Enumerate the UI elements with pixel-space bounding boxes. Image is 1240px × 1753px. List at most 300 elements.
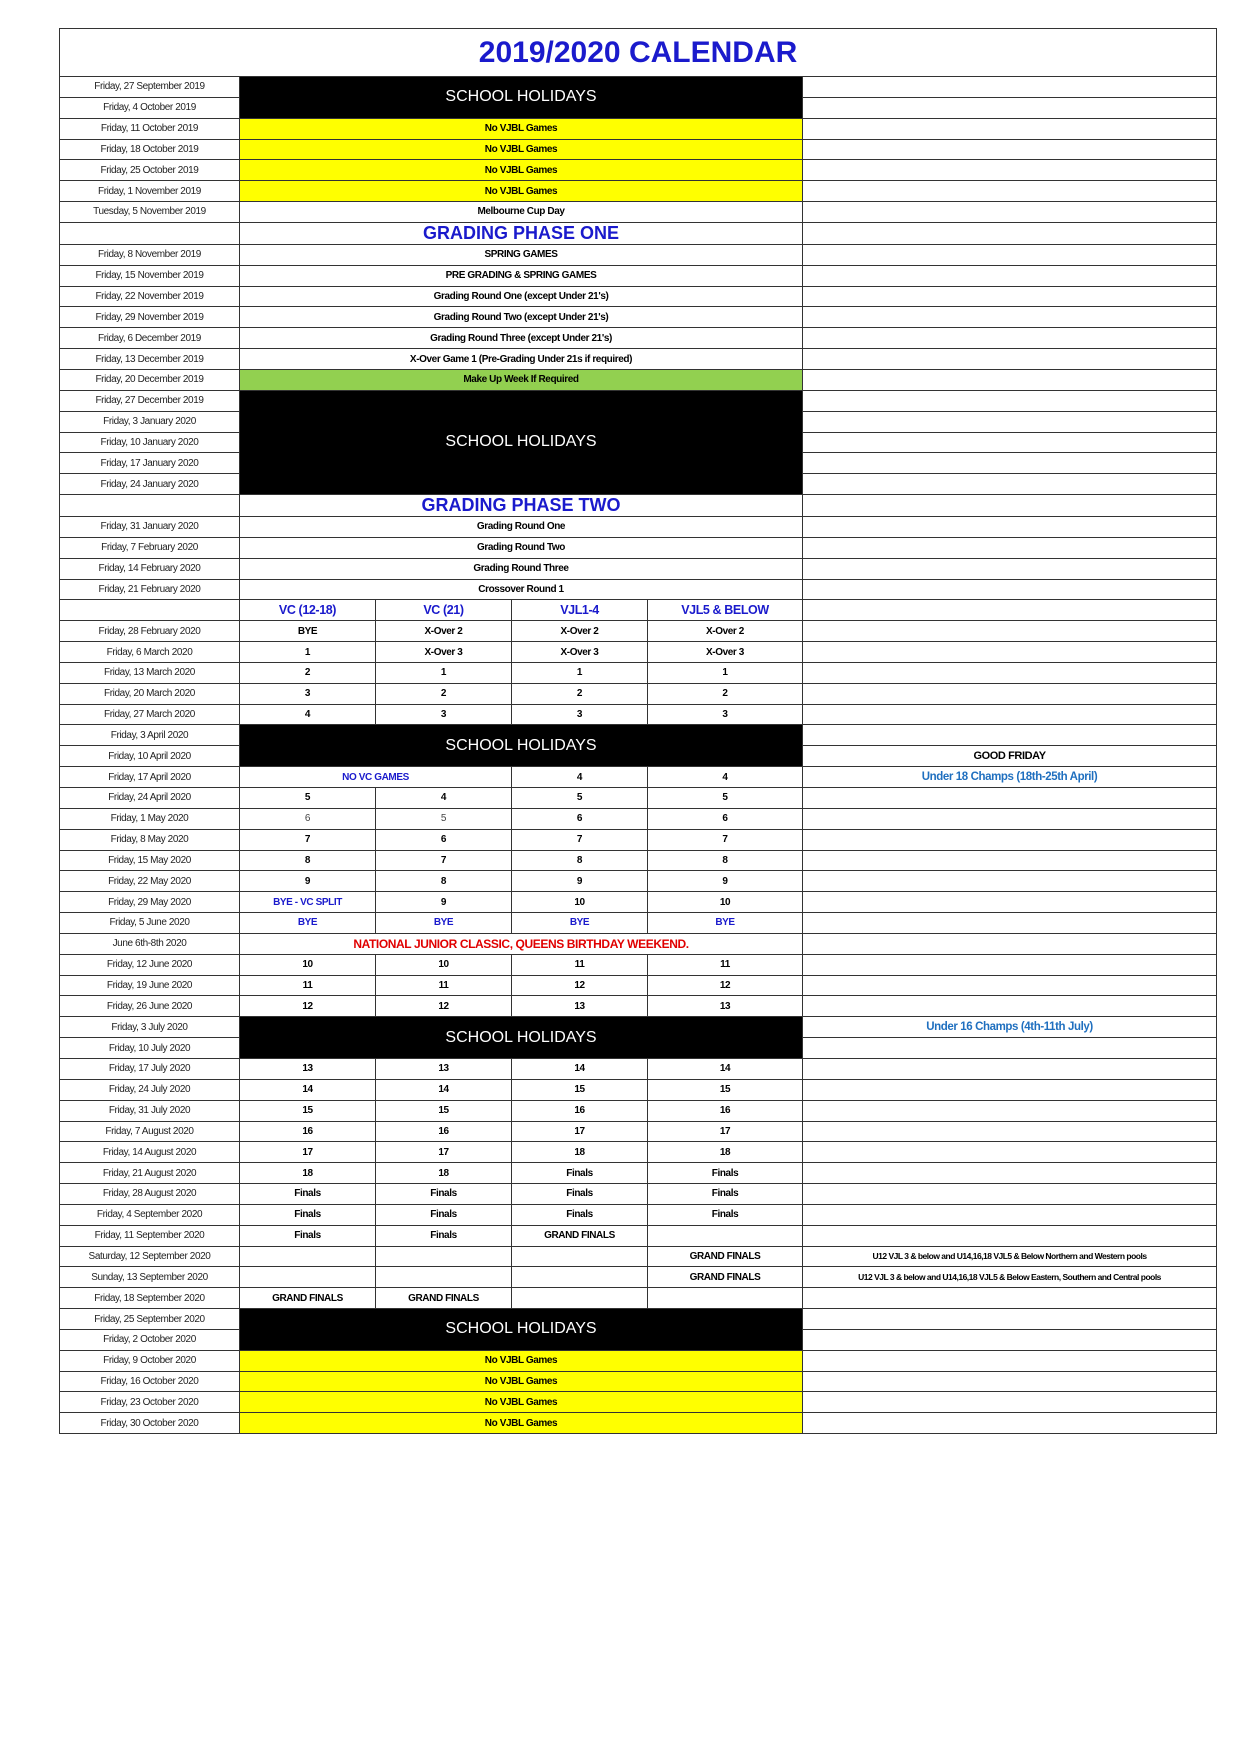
round-cell: GRAND FINALS: [512, 1225, 648, 1246]
event-cell: Make Up Week If Required: [240, 369, 803, 390]
round-cell: 18: [512, 1142, 648, 1163]
date-cell: Friday, 6 December 2019: [60, 328, 240, 349]
note-cell: [803, 975, 1217, 996]
round-cell: 1: [376, 662, 512, 683]
date-cell: Friday, 6 March 2020: [60, 642, 240, 663]
note-cell: [803, 892, 1217, 913]
table-row: [60, 307, 1217, 328]
round-cell: 14: [376, 1079, 512, 1100]
date-cell: Friday, 3 July 2020: [60, 1017, 240, 1038]
event-cell: No VJBL Games: [240, 181, 803, 202]
round-cell: [240, 1246, 376, 1267]
note-cell: [803, 411, 1217, 432]
round-cell: X-Over 2: [512, 621, 648, 642]
date-cell: Friday, 3 January 2020: [60, 411, 240, 432]
table-row: [60, 349, 1217, 370]
date-cell: Friday, 31 July 2020: [60, 1100, 240, 1121]
date-cell: Friday, 25 September 2020: [60, 1309, 240, 1330]
table-row: [60, 1267, 1217, 1288]
event-cell: Grading Round Three (except Under 21's): [240, 328, 803, 349]
table-row: [60, 558, 1217, 579]
round-cell: 5: [376, 808, 512, 829]
table-row: [60, 1184, 1217, 1205]
date-cell: Friday, 1 November 2019: [60, 181, 240, 202]
event-cell: Grading Round One: [240, 517, 803, 538]
note-cell: U12 VJL 3 & below and U14,16,18 VJL5 & Below Eastern, Southern and Central pools: [803, 1267, 1217, 1288]
table-row: [60, 1204, 1217, 1225]
event-cell: NATIONAL JUNIOR CLASSIC, QUEENS BIRTHDAY WEEKEND.: [240, 933, 803, 954]
round-cell: 8: [240, 850, 376, 871]
round-cell: [376, 1246, 512, 1267]
date-cell: Friday, 7 February 2020: [60, 537, 240, 558]
note-cell: [803, 1413, 1217, 1434]
note-cell: [803, 558, 1217, 579]
table-row: [60, 892, 1217, 913]
note-cell: [803, 160, 1217, 181]
title-row: [60, 29, 1217, 77]
note-cell: [803, 913, 1217, 934]
round-cell: BYE: [240, 913, 376, 934]
note-cell: [803, 871, 1217, 892]
date-cell: Friday, 27 December 2019: [60, 390, 240, 411]
event-cell: No VJBL Games: [240, 1413, 803, 1434]
note-cell: [803, 77, 1217, 98]
round-cell: 18: [648, 1142, 803, 1163]
note-cell: [803, 725, 1217, 746]
round-cell: 4: [376, 788, 512, 809]
table-row: [60, 871, 1217, 892]
round-cell: X-Over 2: [648, 621, 803, 642]
date-cell: Friday, 8 May 2020: [60, 829, 240, 850]
note-cell: [803, 453, 1217, 474]
calendar-table: [59, 28, 1217, 1434]
date-cell: Friday, 21 August 2020: [60, 1163, 240, 1184]
date-cell: Friday, 3 April 2020: [60, 725, 240, 746]
date-cell: Friday, 22 May 2020: [60, 871, 240, 892]
round-cell: BYE: [512, 913, 648, 934]
table-row: [60, 725, 1217, 746]
round-cell: [512, 1288, 648, 1309]
table-row: [60, 1079, 1217, 1100]
note-cell: [803, 662, 1217, 683]
date-cell: Friday, 22 November 2019: [60, 286, 240, 307]
round-cell: 16: [512, 1100, 648, 1121]
note-cell: [803, 432, 1217, 453]
round-cell: [648, 1288, 803, 1309]
round-cell: 16: [376, 1121, 512, 1142]
note-cell: [803, 850, 1217, 871]
event-cell: No VJBL Games: [240, 1350, 803, 1371]
note-cell: [803, 1184, 1217, 1205]
date-cell: Friday, 17 July 2020: [60, 1058, 240, 1079]
table-row: [60, 704, 1217, 725]
note-cell: [803, 1309, 1217, 1330]
date-cell: Tuesday, 5 November 2019: [60, 202, 240, 223]
round-cell: 17: [240, 1142, 376, 1163]
note-cell: [803, 1058, 1217, 1079]
round-cell: 7: [240, 829, 376, 850]
round-cell: 13: [512, 996, 648, 1017]
column-header: VC (21): [376, 600, 512, 621]
table-row: [60, 975, 1217, 996]
note-cell: [803, 642, 1217, 663]
table-row: [60, 369, 1217, 390]
note-cell: [803, 1079, 1217, 1100]
round-cell: Finals: [240, 1184, 376, 1205]
table-row: [60, 788, 1217, 809]
date-cell: Friday, 21 February 2020: [60, 579, 240, 600]
date-cell: Friday, 10 July 2020: [60, 1038, 240, 1059]
event-cell: SCHOOL HOLIDAYS: [240, 1017, 803, 1059]
round-cell: BYE - VC SPLIT: [240, 892, 376, 913]
round-cell: 4: [648, 767, 803, 788]
round-cell: 13: [648, 996, 803, 1017]
round-cell: Finals: [512, 1204, 648, 1225]
round-cell: 8: [648, 850, 803, 871]
note-cell: Under 18 Champs (18th-25th April): [803, 767, 1217, 788]
round-cell: 8: [376, 871, 512, 892]
round-cell: 9: [648, 871, 803, 892]
note-cell: [803, 579, 1217, 600]
date-cell: Friday, 16 October 2020: [60, 1371, 240, 1392]
table-row: [60, 913, 1217, 934]
table-row: [60, 139, 1217, 160]
event-cell: SCHOOL HOLIDAYS: [240, 725, 803, 767]
round-cell: 12: [648, 975, 803, 996]
round-cell: 4: [512, 767, 648, 788]
date-cell: Friday, 19 June 2020: [60, 975, 240, 996]
note-cell: [803, 600, 1217, 621]
date-cell: [60, 222, 240, 244]
table-row: [60, 77, 1217, 98]
date-cell: Friday, 4 October 2019: [60, 97, 240, 118]
note-cell: [803, 1142, 1217, 1163]
round-cell: 9: [512, 871, 648, 892]
round-cell: 7: [512, 829, 648, 850]
date-cell: Friday, 1 May 2020: [60, 808, 240, 829]
note-cell: [803, 307, 1217, 328]
date-cell: Friday, 25 October 2019: [60, 160, 240, 181]
table-row: [60, 1246, 1217, 1267]
round-cell: 13: [376, 1058, 512, 1079]
date-cell: Friday, 24 July 2020: [60, 1079, 240, 1100]
round-cell: 4: [240, 704, 376, 725]
note-cell: [803, 1392, 1217, 1413]
table-row: [60, 1058, 1217, 1079]
date-cell: Friday, 15 November 2019: [60, 265, 240, 286]
round-cell: 1: [648, 662, 803, 683]
date-cell: Friday, 8 November 2019: [60, 244, 240, 265]
table-row: [60, 1350, 1217, 1371]
round-cell: Finals: [648, 1163, 803, 1184]
event-cell: SPRING GAMES: [240, 244, 803, 265]
round-cell: 7: [648, 829, 803, 850]
date-cell: Friday, 9 October 2020: [60, 1350, 240, 1371]
date-cell: Friday, 27 September 2019: [60, 77, 240, 98]
round-cell: 6: [648, 808, 803, 829]
round-cell: Finals: [512, 1184, 648, 1205]
table-row: [60, 222, 1217, 244]
date-cell: Friday, 12 June 2020: [60, 954, 240, 975]
round-cell: 11: [240, 975, 376, 996]
date-cell: Friday, 28 August 2020: [60, 1184, 240, 1205]
date-cell: Friday, 11 September 2020: [60, 1225, 240, 1246]
event-cell: Grading Round Two: [240, 537, 803, 558]
table-row: [60, 767, 1217, 788]
note-cell: [803, 537, 1217, 558]
date-cell: Friday, 13 March 2020: [60, 662, 240, 683]
note-cell: [803, 704, 1217, 725]
round-cell: Finals: [648, 1184, 803, 1205]
round-cell: 9: [240, 871, 376, 892]
table-row: [60, 996, 1217, 1017]
round-cell: 10: [240, 954, 376, 975]
round-cell: Finals: [376, 1204, 512, 1225]
table-row: [60, 1413, 1217, 1434]
table-row: [60, 1309, 1217, 1330]
table-row: [60, 1371, 1217, 1392]
date-cell: Friday, 10 January 2020: [60, 432, 240, 453]
note-cell: [803, 222, 1217, 244]
table-row: [60, 829, 1217, 850]
round-cell: 12: [512, 975, 648, 996]
table-row: [60, 621, 1217, 642]
round-cell: 17: [648, 1121, 803, 1142]
note-cell: [803, 1100, 1217, 1121]
round-cell: 15: [512, 1079, 648, 1100]
event-cell: No VJBL Games: [240, 139, 803, 160]
note-cell: [803, 349, 1217, 370]
note-cell: [803, 390, 1217, 411]
round-cell: 15: [240, 1100, 376, 1121]
round-cell: 17: [376, 1142, 512, 1163]
event-cell: SCHOOL HOLIDAYS: [240, 1309, 803, 1351]
round-cell: 11: [648, 954, 803, 975]
date-cell: Friday, 5 June 2020: [60, 913, 240, 934]
table-row: [60, 390, 1217, 411]
note-cell: [803, 97, 1217, 118]
round-cell: Finals: [648, 1204, 803, 1225]
round-cell: 11: [512, 954, 648, 975]
round-cell: 3: [240, 683, 376, 704]
event-cell: No VJBL Games: [240, 160, 803, 181]
note-cell: [803, 1288, 1217, 1309]
date-cell: Sunday, 13 September 2020: [60, 1267, 240, 1288]
table-row: [60, 642, 1217, 663]
note-cell: [803, 1350, 1217, 1371]
round-cell: 5: [512, 788, 648, 809]
round-cell: GRAND FINALS: [648, 1246, 803, 1267]
table-row: [60, 1017, 1217, 1038]
event-cell: Grading Round Two (except Under 21's): [240, 307, 803, 328]
table-row: [60, 600, 1217, 621]
note-cell: [803, 788, 1217, 809]
date-cell: Friday, 4 September 2020: [60, 1204, 240, 1225]
note-cell: [803, 996, 1217, 1017]
event-cell: No VJBL Games: [240, 1371, 803, 1392]
round-cell: GRAND FINALS: [376, 1288, 512, 1309]
note-cell: [803, 181, 1217, 202]
date-cell: Friday, 27 March 2020: [60, 704, 240, 725]
date-cell: Friday, 15 May 2020: [60, 850, 240, 871]
round-cell: 10: [648, 892, 803, 913]
table-row: [60, 808, 1217, 829]
round-cell: 10: [376, 954, 512, 975]
table-row: [60, 850, 1217, 871]
table-row: [60, 495, 1217, 517]
note-cell: [803, 1163, 1217, 1184]
column-header: VC (12-18): [240, 600, 376, 621]
date-cell: June 6th-8th 2020: [60, 933, 240, 954]
note-cell: [803, 286, 1217, 307]
date-cell: Friday, 24 April 2020: [60, 788, 240, 809]
round-cell: Finals: [240, 1225, 376, 1246]
note-cell: [803, 495, 1217, 517]
table-row: [60, 1225, 1217, 1246]
round-cell: [240, 1267, 376, 1288]
round-cell: 18: [376, 1163, 512, 1184]
round-cell: 11: [376, 975, 512, 996]
round-cell: 2: [512, 683, 648, 704]
date-cell: Friday, 23 October 2020: [60, 1392, 240, 1413]
date-cell: Friday, 14 February 2020: [60, 558, 240, 579]
date-cell: Friday, 18 September 2020: [60, 1288, 240, 1309]
round-cell: BYE: [376, 913, 512, 934]
note-cell: [803, 474, 1217, 495]
round-cell: 7: [376, 850, 512, 871]
note-cell: [803, 1121, 1217, 1142]
round-cell: 15: [376, 1100, 512, 1121]
note-cell: [803, 369, 1217, 390]
round-cell: Finals: [376, 1225, 512, 1246]
round-cell: 1: [240, 642, 376, 663]
round-cell: 9: [376, 892, 512, 913]
note-cell: [803, 808, 1217, 829]
table-row: [60, 118, 1217, 139]
event-cell: X-Over Game 1 (Pre-Grading Under 21s if required): [240, 349, 803, 370]
round-cell: [512, 1267, 648, 1288]
note-cell: [803, 202, 1217, 223]
phase-heading: GRADING PHASE ONE: [240, 222, 803, 244]
event-cell: No VJBL Games: [240, 1392, 803, 1413]
round-cell: 14: [512, 1058, 648, 1079]
round-cell: [376, 1267, 512, 1288]
event-cell: Grading Round Three: [240, 558, 803, 579]
event-cell: SCHOOL HOLIDAYS: [240, 390, 803, 494]
event-cell: NO VC GAMES: [240, 767, 512, 788]
note-cell: [803, 621, 1217, 642]
round-cell: Finals: [512, 1163, 648, 1184]
note-cell: U12 VJL 3 & below and U14,16,18 VJL5 & Below Northern and Western pools: [803, 1246, 1217, 1267]
date-cell: Saturday, 12 September 2020: [60, 1246, 240, 1267]
round-cell: 12: [376, 996, 512, 1017]
note-cell: Under 16 Champs (4th-11th July): [803, 1017, 1217, 1038]
round-cell: 16: [240, 1121, 376, 1142]
date-cell: Friday, 31 January 2020: [60, 517, 240, 538]
round-cell: 8: [512, 850, 648, 871]
note-cell: [803, 1204, 1217, 1225]
round-cell: 6: [376, 829, 512, 850]
round-cell: Finals: [240, 1204, 376, 1225]
event-cell: Melbourne Cup Day: [240, 202, 803, 223]
round-cell: 12: [240, 996, 376, 1017]
note-cell: [803, 683, 1217, 704]
event-cell: SCHOOL HOLIDAYS: [240, 77, 803, 119]
round-cell: 3: [512, 704, 648, 725]
round-cell: 13: [240, 1058, 376, 1079]
round-cell: [648, 1225, 803, 1246]
table-row: [60, 537, 1217, 558]
date-cell: [60, 495, 240, 517]
round-cell: X-Over 2: [376, 621, 512, 642]
date-cell: Friday, 29 May 2020: [60, 892, 240, 913]
round-cell: 14: [648, 1058, 803, 1079]
table-row: [60, 933, 1217, 954]
date-cell: Friday, 17 January 2020: [60, 453, 240, 474]
round-cell: 2: [648, 683, 803, 704]
note-cell: [803, 1038, 1217, 1059]
round-cell: GRAND FINALS: [648, 1267, 803, 1288]
date-cell: Friday, 20 December 2019: [60, 369, 240, 390]
date-cell: Friday, 2 October 2020: [60, 1329, 240, 1350]
round-cell: BYE: [240, 621, 376, 642]
table-row: [60, 286, 1217, 307]
table-row: [60, 1163, 1217, 1184]
round-cell: 1: [512, 662, 648, 683]
note-cell: [803, 517, 1217, 538]
date-cell: Friday, 11 October 2019: [60, 118, 240, 139]
table-row: [60, 160, 1217, 181]
round-cell: 6: [512, 808, 648, 829]
date-cell: Friday, 26 June 2020: [60, 996, 240, 1017]
round-cell: 6: [240, 808, 376, 829]
table-row: [60, 683, 1217, 704]
event-cell: No VJBL Games: [240, 118, 803, 139]
round-cell: 17: [512, 1121, 648, 1142]
table-row: [60, 265, 1217, 286]
round-cell: 2: [376, 683, 512, 704]
table-row: [60, 1121, 1217, 1142]
table-row: [60, 244, 1217, 265]
note-cell: [803, 139, 1217, 160]
table-row: [60, 181, 1217, 202]
date-cell: Friday, 28 February 2020: [60, 621, 240, 642]
note-cell: [803, 954, 1217, 975]
note-cell: [803, 118, 1217, 139]
column-header: VJL5 & BELOW: [648, 600, 803, 621]
note-cell: [803, 933, 1217, 954]
date-cell: Friday, 29 November 2019: [60, 307, 240, 328]
round-cell: 5: [240, 788, 376, 809]
date-cell: Friday, 7 August 2020: [60, 1121, 240, 1142]
event-cell: Grading Round One (except Under 21's): [240, 286, 803, 307]
date-cell: Friday, 30 October 2020: [60, 1413, 240, 1434]
table-row: [60, 662, 1217, 683]
table-row: [60, 1100, 1217, 1121]
table-row: [60, 1142, 1217, 1163]
date-cell: Friday, 18 October 2019: [60, 139, 240, 160]
table-row: [60, 1288, 1217, 1309]
note-cell: [803, 1225, 1217, 1246]
table-row: [60, 579, 1217, 600]
round-cell: 10: [512, 892, 648, 913]
round-cell: 5: [648, 788, 803, 809]
round-cell: X-Over 3: [376, 642, 512, 663]
table-row: [60, 954, 1217, 975]
round-cell: 15: [648, 1079, 803, 1100]
round-cell: X-Over 3: [512, 642, 648, 663]
note-cell: [803, 328, 1217, 349]
